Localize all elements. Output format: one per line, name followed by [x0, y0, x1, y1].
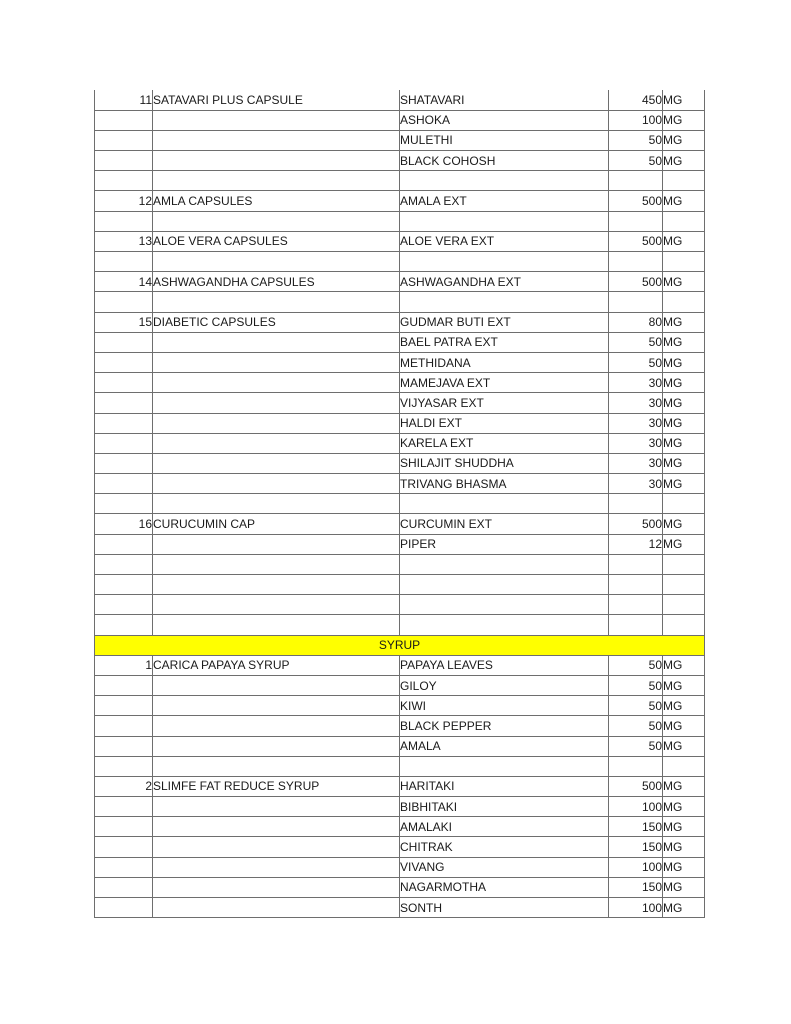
- unit-cell: MG: [663, 130, 705, 150]
- unit-cell: [663, 615, 705, 635]
- product-cell: [153, 352, 400, 372]
- table-row: [95, 110, 705, 130]
- table-row: [95, 171, 705, 191]
- ingredient-cell: NAGARMOTHA: [400, 877, 609, 897]
- product-cell: [153, 211, 400, 231]
- sno-cell: 13: [95, 231, 153, 251]
- sno-cell: [95, 352, 153, 372]
- qty-cell: 500: [609, 231, 663, 251]
- ingredient-cell: AMALAKI: [400, 817, 609, 837]
- table-row: [95, 575, 705, 595]
- table-row: [95, 817, 705, 837]
- unit-cell: MG: [663, 373, 705, 393]
- qty-cell: 500: [609, 272, 663, 292]
- product-cell: [153, 554, 400, 574]
- ingredient-cell: VIVANG: [400, 857, 609, 877]
- product-cell: SATAVARI PLUS CAPSULE: [153, 90, 400, 110]
- qty-cell: 30: [609, 413, 663, 433]
- qty-cell: [609, 292, 663, 312]
- table-row: [95, 352, 705, 372]
- sno-cell: [95, 130, 153, 150]
- qty-cell: 30: [609, 393, 663, 413]
- product-cell: [153, 393, 400, 413]
- product-cell: [153, 130, 400, 150]
- unit-cell: [663, 575, 705, 595]
- qty-cell: 50: [609, 675, 663, 695]
- product-cell: [153, 797, 400, 817]
- table-row: [95, 494, 705, 514]
- ingredient-cell: [400, 211, 609, 231]
- sno-cell: 2: [95, 776, 153, 796]
- qty-cell: 100: [609, 898, 663, 918]
- ingredient-cell: SONTH: [400, 898, 609, 918]
- unit-cell: MG: [663, 736, 705, 756]
- qty-cell: [609, 615, 663, 635]
- unit-cell: MG: [663, 474, 705, 494]
- unit-cell: [663, 756, 705, 776]
- unit-cell: [663, 494, 705, 514]
- sno-cell: [95, 756, 153, 776]
- table-row: [95, 252, 705, 272]
- ingredient-cell: ALOE VERA EXT: [400, 231, 609, 251]
- product-cell: [153, 877, 400, 897]
- sno-cell: [95, 837, 153, 857]
- unit-cell: MG: [663, 675, 705, 695]
- product-cell: [153, 171, 400, 191]
- product-cell: [153, 433, 400, 453]
- product-cell: [153, 736, 400, 756]
- ingredient-cell: HARITAKI: [400, 776, 609, 796]
- sno-cell: [95, 736, 153, 756]
- ingredient-cell: KIWI: [400, 696, 609, 716]
- ingredient-cell: ASHOKA: [400, 110, 609, 130]
- product-cell: [153, 494, 400, 514]
- sno-cell: [95, 615, 153, 635]
- ingredient-cell: [400, 615, 609, 635]
- product-cell: [153, 453, 400, 473]
- sno-cell: [95, 332, 153, 352]
- unit-cell: [663, 292, 705, 312]
- unit-cell: MG: [663, 655, 705, 675]
- qty-cell: 50: [609, 696, 663, 716]
- product-cell: ASHWAGANDHA CAPSULES: [153, 272, 400, 292]
- sno-cell: 11: [95, 90, 153, 110]
- unit-cell: [663, 554, 705, 574]
- ingredient-cell: TRIVANG BHASMA: [400, 474, 609, 494]
- sno-cell: [95, 575, 153, 595]
- sno-cell: [95, 817, 153, 837]
- qty-cell: 80: [609, 312, 663, 332]
- table-row: [95, 756, 705, 776]
- unit-cell: MG: [663, 332, 705, 352]
- ingredient-cell: MAMEJAVA EXT: [400, 373, 609, 393]
- qty-cell: [609, 252, 663, 272]
- unit-cell: MG: [663, 352, 705, 372]
- table-row: [95, 292, 705, 312]
- unit-cell: MG: [663, 514, 705, 534]
- product-cell: [153, 332, 400, 352]
- table-row: [95, 191, 705, 211]
- product-cell: ALOE VERA CAPSULES: [153, 231, 400, 251]
- unit-cell: MG: [663, 393, 705, 413]
- ingredient-cell: CHITRAK: [400, 837, 609, 857]
- product-cell: [153, 474, 400, 494]
- qty-cell: 50: [609, 736, 663, 756]
- table-row: [95, 736, 705, 756]
- qty-cell: [609, 171, 663, 191]
- sno-cell: [95, 393, 153, 413]
- ingredient-cell: HALDI EXT: [400, 413, 609, 433]
- product-cell: CURUCUMIN CAP: [153, 514, 400, 534]
- table-row: [95, 837, 705, 857]
- ingredient-cell: [400, 292, 609, 312]
- product-cell: [153, 817, 400, 837]
- sno-cell: [95, 171, 153, 191]
- ingredient-cell: [400, 171, 609, 191]
- qty-cell: 150: [609, 817, 663, 837]
- product-cell: [153, 373, 400, 393]
- sno-cell: [95, 252, 153, 272]
- table-row: [95, 474, 705, 494]
- table-row: [95, 453, 705, 473]
- sno-cell: [95, 413, 153, 433]
- product-cell: SLIMFE FAT REDUCE SYRUP: [153, 776, 400, 796]
- qty-cell: 150: [609, 877, 663, 897]
- table-row: [95, 413, 705, 433]
- product-cell: [153, 675, 400, 695]
- unit-cell: MG: [663, 110, 705, 130]
- ingredient-cell: [400, 595, 609, 615]
- table-row: [95, 90, 705, 110]
- qty-cell: 100: [609, 797, 663, 817]
- qty-cell: [609, 595, 663, 615]
- sno-cell: 15: [95, 312, 153, 332]
- product-cell: [153, 413, 400, 433]
- unit-cell: MG: [663, 817, 705, 837]
- qty-cell: 50: [609, 716, 663, 736]
- ingredient-cell: PAPAYA LEAVES: [400, 655, 609, 675]
- ingredient-cell: ASHWAGANDHA EXT: [400, 272, 609, 292]
- unit-cell: MG: [663, 534, 705, 554]
- sno-cell: [95, 898, 153, 918]
- unit-cell: MG: [663, 837, 705, 857]
- qty-cell: 12: [609, 534, 663, 554]
- ingredient-cell: [400, 575, 609, 595]
- sno-cell: [95, 554, 153, 574]
- table-row: [95, 312, 705, 332]
- qty-cell: [609, 756, 663, 776]
- table-row: [95, 776, 705, 796]
- unit-cell: MG: [663, 797, 705, 817]
- sno-cell: [95, 494, 153, 514]
- product-cell: [153, 595, 400, 615]
- ingredient-cell: METHIDANA: [400, 352, 609, 372]
- ingredient-cell: BLACK PEPPER: [400, 716, 609, 736]
- unit-cell: MG: [663, 151, 705, 171]
- product-cell: [153, 696, 400, 716]
- ingredient-cell: [400, 252, 609, 272]
- ingredient-cell: SHATAVARI: [400, 90, 609, 110]
- table-row: [95, 393, 705, 413]
- ingredient-cell: AMALA: [400, 736, 609, 756]
- table-row: [95, 130, 705, 150]
- ingredient-cell: CURCUMIN EXT: [400, 514, 609, 534]
- product-cell: [153, 716, 400, 736]
- qty-cell: [609, 494, 663, 514]
- product-cell: [153, 756, 400, 776]
- table-row: [95, 898, 705, 918]
- table-row: [95, 534, 705, 554]
- table-row: [95, 696, 705, 716]
- product-cell: [153, 615, 400, 635]
- ingredient-cell: [400, 756, 609, 776]
- product-cell: [153, 575, 400, 595]
- sno-cell: [95, 534, 153, 554]
- table-row: [95, 151, 705, 171]
- sno-cell: [95, 433, 153, 453]
- unit-cell: MG: [663, 191, 705, 211]
- unit-cell: MG: [663, 433, 705, 453]
- qty-cell: 500: [609, 776, 663, 796]
- table-row: [95, 272, 705, 292]
- ingredient-cell: MULETHI: [400, 130, 609, 150]
- unit-cell: [663, 211, 705, 231]
- sno-cell: [95, 675, 153, 695]
- product-ingredients-table: [94, 90, 705, 918]
- unit-cell: MG: [663, 857, 705, 877]
- unit-cell: [663, 595, 705, 615]
- ingredient-cell: [400, 494, 609, 514]
- unit-cell: MG: [663, 877, 705, 897]
- sno-cell: 1: [95, 655, 153, 675]
- product-cell: AMLA CAPSULES: [153, 191, 400, 211]
- product-cell: [153, 252, 400, 272]
- sno-cell: 16: [95, 514, 153, 534]
- sno-cell: [95, 110, 153, 130]
- sno-cell: [95, 292, 153, 312]
- table-row: [95, 635, 705, 655]
- ingredient-cell: SHILAJIT SHUDDHA: [400, 453, 609, 473]
- qty-cell: 50: [609, 130, 663, 150]
- table-row: [95, 554, 705, 574]
- qty-cell: 50: [609, 655, 663, 675]
- qty-cell: 500: [609, 191, 663, 211]
- unit-cell: MG: [663, 90, 705, 110]
- ingredient-cell: PIPER: [400, 534, 609, 554]
- product-cell: [153, 837, 400, 857]
- sno-cell: [95, 211, 153, 231]
- qty-cell: 30: [609, 373, 663, 393]
- ingredient-cell: BLACK COHOSH: [400, 151, 609, 171]
- table-row: [95, 231, 705, 251]
- unit-cell: MG: [663, 898, 705, 918]
- ingredient-cell: BAEL PATRA EXT: [400, 332, 609, 352]
- qty-cell: [609, 554, 663, 574]
- unit-cell: [663, 252, 705, 272]
- qty-cell: [609, 575, 663, 595]
- qty-cell: 500: [609, 514, 663, 534]
- qty-cell: 150: [609, 837, 663, 857]
- sno-cell: [95, 716, 153, 736]
- qty-cell: 50: [609, 151, 663, 171]
- table-row: [95, 514, 705, 534]
- product-cell: [153, 857, 400, 877]
- qty-cell: 50: [609, 352, 663, 372]
- product-cell: [153, 110, 400, 130]
- qty-cell: 30: [609, 453, 663, 473]
- unit-cell: MG: [663, 312, 705, 332]
- qty-cell: 30: [609, 433, 663, 453]
- unit-cell: MG: [663, 453, 705, 473]
- unit-cell: MG: [663, 272, 705, 292]
- unit-cell: [663, 171, 705, 191]
- ingredient-cell: GUDMAR BUTI EXT: [400, 312, 609, 332]
- unit-cell: MG: [663, 231, 705, 251]
- qty-cell: [609, 211, 663, 231]
- product-cell: [153, 292, 400, 312]
- sno-cell: [95, 696, 153, 716]
- product-cell: [153, 534, 400, 554]
- ingredient-cell: GILOY: [400, 675, 609, 695]
- sno-cell: [95, 797, 153, 817]
- product-cell: [153, 898, 400, 918]
- table-row: [95, 655, 705, 675]
- table-row: [95, 877, 705, 897]
- product-cell: [153, 151, 400, 171]
- unit-cell: MG: [663, 696, 705, 716]
- table-row: [95, 211, 705, 231]
- unit-cell: MG: [663, 776, 705, 796]
- ingredient-cell: BIBHITAKI: [400, 797, 609, 817]
- table-row: [95, 332, 705, 352]
- qty-cell: 450: [609, 90, 663, 110]
- sno-cell: [95, 474, 153, 494]
- ingredient-cell: VIJYASAR EXT: [400, 393, 609, 413]
- qty-cell: 100: [609, 857, 663, 877]
- table-row: [95, 797, 705, 817]
- unit-cell: MG: [663, 716, 705, 736]
- ingredient-cell: KARELA EXT: [400, 433, 609, 453]
- product-cell: CARICA PAPAYA SYRUP: [153, 655, 400, 675]
- table-row: [95, 716, 705, 736]
- unit-cell: MG: [663, 413, 705, 433]
- sno-cell: [95, 151, 153, 171]
- sno-cell: [95, 877, 153, 897]
- table-row: [95, 615, 705, 635]
- qty-cell: 30: [609, 474, 663, 494]
- table-row: [95, 595, 705, 615]
- table-row: [95, 373, 705, 393]
- sno-cell: [95, 453, 153, 473]
- ingredient-cell: [400, 554, 609, 574]
- sno-cell: 14: [95, 272, 153, 292]
- ingredient-cell: AMALA EXT: [400, 191, 609, 211]
- table-row: [95, 675, 705, 695]
- sno-cell: [95, 373, 153, 393]
- sno-cell: 12: [95, 191, 153, 211]
- table-body: [95, 90, 705, 918]
- qty-cell: 50: [609, 332, 663, 352]
- sno-cell: [95, 857, 153, 877]
- table-row: [95, 857, 705, 877]
- section-header-syrup: SYRUP: [95, 635, 705, 655]
- sno-cell: [95, 595, 153, 615]
- product-cell: DIABETIC CAPSULES: [153, 312, 400, 332]
- table-row: [95, 433, 705, 453]
- qty-cell: 100: [609, 110, 663, 130]
